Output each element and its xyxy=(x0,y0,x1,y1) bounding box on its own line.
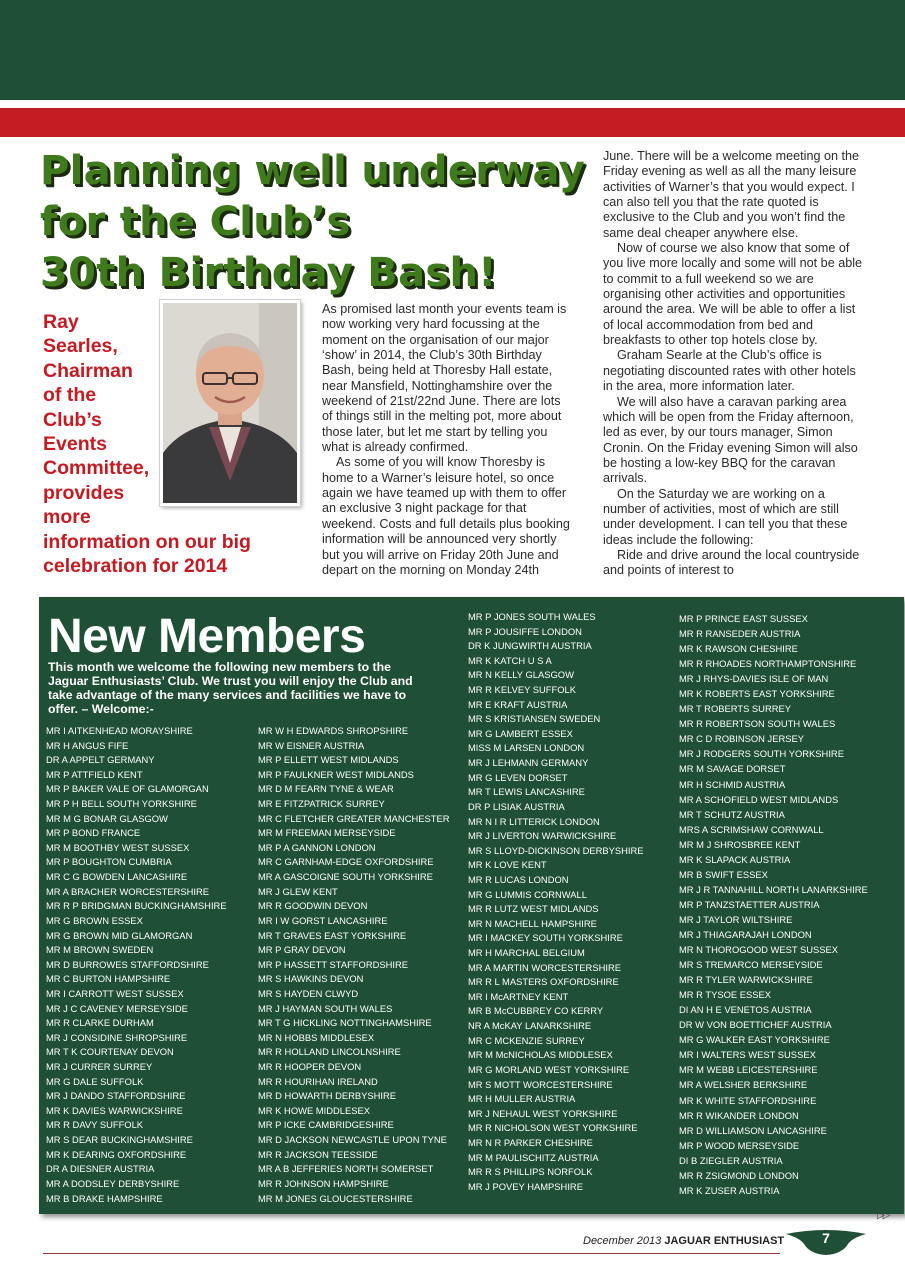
member-entry: MR J POVEY HAMPSHIRE xyxy=(468,1180,583,1192)
member-entry: MR J RODGERS SOUTH YORKSHIRE xyxy=(679,748,844,760)
member-entry: DR P LISIAK AUSTRIA xyxy=(468,800,565,812)
member-entry: MR A MARTIN WORCESTERSHIRE xyxy=(468,961,621,973)
members-column-3 xyxy=(468,610,644,1194)
member-entry: MR M JONES GLOUCESTERSHIRE xyxy=(258,1192,413,1204)
member-entry: MR S TREMARCO MERSEYSIDE xyxy=(679,959,823,971)
member-entry: MR T GRAVES EAST YORKSHIRE xyxy=(258,929,407,941)
member-entry: MR G BROWN ESSEX xyxy=(46,914,143,926)
member-entry: MR K WHITE STAFFORDSHIRE xyxy=(679,1094,817,1106)
footer-date: December 2013 xyxy=(583,1235,662,1247)
standfirst-line: Committee, xyxy=(43,457,150,480)
member-entry: DR W VON BOETTICHEF AUSTRIA xyxy=(679,1019,832,1031)
standfirst-line: provides xyxy=(43,481,125,504)
member-entry: MR D BURROWES STAFFORDSHIRE xyxy=(46,958,209,970)
member-entry: MR S KRISTIANSEN SWEDEN xyxy=(468,713,601,725)
continue-arrow-icon: ▷▷ xyxy=(877,1210,889,1221)
member-entry: MR R HOLLAND LINCOLNSHIRE xyxy=(258,1046,401,1058)
member-entry: MR N HOBBS MIDDLESEX xyxy=(258,1031,375,1043)
member-entry: MR E KRAFT AUSTRIA xyxy=(468,698,568,710)
member-entry: MR J R TANNAHILL NORTH LANARKSHIRE xyxy=(679,883,868,895)
member-entry: DR A DIESNER AUSTRIA xyxy=(46,1163,155,1175)
member-entry: MR D M FEARN TYNE & WEAR xyxy=(258,783,394,795)
member-entry: MR R TYLER WARWICKSHIRE xyxy=(679,974,813,986)
member-entry: MR C MCKENZIE SURREY xyxy=(468,1034,585,1046)
member-entry: MR J CURRER SURREY xyxy=(46,1061,153,1073)
member-entry: MISS M LARSEN LONDON xyxy=(468,742,585,754)
member-entry: MR P TANZSTAETTER AUSTRIA xyxy=(679,898,820,910)
standfirst-line: Events xyxy=(43,433,107,456)
page-number: 7 xyxy=(822,1230,830,1246)
members-column-1 xyxy=(46,724,227,1206)
member-entry: MR J CONSIDINE SHROPSHIRE xyxy=(46,1031,188,1043)
member-entry: MR M PAULISCHITZ AUSTRIA xyxy=(468,1151,599,1163)
member-entry: MR R LUCAS LONDON xyxy=(468,873,569,885)
header-white-stripe xyxy=(0,100,905,108)
member-entry: MR G WALKER EAST YORKSHIRE xyxy=(679,1034,830,1046)
member-entry: MR T LEWIS LANCASHIRE xyxy=(468,786,585,798)
standfirst-line: of the xyxy=(43,384,97,407)
new-members-intro: This month we welcome the following new members to the Jaguar Enthusiasts’ Club. We trust you will enjoy the Club and take advantage of the many services and facilities we have to offer. – Welcome:- xyxy=(48,660,413,716)
member-entry: MR S HAYDEN CLWYD xyxy=(258,987,359,999)
footer-magazine: JAGUAR ENTHUSIAST xyxy=(664,1235,785,1247)
headline-line-1: Planning well underway xyxy=(40,148,585,194)
standfirst-line: information on our big xyxy=(43,530,251,553)
member-entry: MR D HOWARTH DERBYSHIRE xyxy=(258,1090,397,1102)
member-entry: MR E FITZPATRICK SURREY xyxy=(258,798,385,810)
member-entry: MR R GOODWIN DEVON xyxy=(258,900,368,912)
member-entry: MR G BROWN MID GLAMORGAN xyxy=(46,929,193,941)
member-entry: DR A APPELT GERMANY xyxy=(46,754,155,766)
member-entry: MR I McARTNEY KENT xyxy=(468,990,569,1002)
member-entry: MR R RANSEDER AUSTRIA xyxy=(679,628,801,640)
member-entry: MR N MACHELL HAMPSHIRE xyxy=(468,917,597,929)
article-paragraph: Graham Searle at the Club’s office is negotiating discounted rates with other hotels in the area, more information later. xyxy=(603,348,856,394)
member-entry: MR P BOUGHTON CUMBRIA xyxy=(46,856,172,868)
member-entry: MR C D ROBINSON JERSEY xyxy=(679,733,805,745)
member-entry: MR R LUTZ WEST MIDLANDS xyxy=(468,903,599,915)
member-entry: MR G LEVEN DORSET xyxy=(468,771,568,783)
member-entry: MR P A GANNON LONDON xyxy=(258,841,376,853)
member-entry: MR M McNICHOLAS MIDDLESEX xyxy=(468,1049,613,1061)
member-entry: MR P ATTFIELD KENT xyxy=(46,768,143,780)
member-entry: MR P PRINCE EAST SUSSEX xyxy=(679,613,808,624)
member-entry: MR I MACKEY SOUTH YORKSHIRE xyxy=(468,932,623,944)
member-entry: MR G MORLAND WEST YORKSHIRE xyxy=(468,1063,630,1075)
member-entry: MR A B JEFFERIES NORTH SOMERSET xyxy=(258,1163,434,1175)
member-entry: MR J TAYLOR WILTSHIRE xyxy=(679,913,793,925)
member-entry: MR T SCHUTZ AUSTRIA xyxy=(679,808,785,820)
member-entry: MR H MULLER AUSTRIA xyxy=(468,1093,576,1105)
article-paragraph: June. There will be a welcome meeting on the Friday evening as well as all the many leisure activities of Warner’s that you would expect. I can also tell you that the rate quoted is exclusive to the Club and you won’t find the same deal cheaper anywhere else. xyxy=(603,149,859,240)
portrait-photo xyxy=(160,300,300,506)
member-entry: MR S LLOYD-DICKINSON DERBYSHIRE xyxy=(468,844,644,856)
article-paragraph: As promised last month your events team is now working very hard focussing at the moment on the organisation of our major ‘show’ in 2014, the Club’s 30th Birthday Bash, being held at Thoresby Hall estate, near Mansfield, Nottinghamshire over the weekend of 21st/22nd June. There are lots of things still in the melting pot, more about those later, but let me start by telling you what is already confirmed. xyxy=(322,302,567,455)
member-entry: MR R TYSOE ESSEX xyxy=(679,989,772,1001)
member-entry: MR P H BELL SOUTH YORKSHIRE xyxy=(46,798,197,810)
member-entry: MR P JONES SOUTH WALES xyxy=(468,611,596,622)
member-entry: MR I WALTERS WEST SUSSEX xyxy=(679,1049,816,1061)
member-entry: MR P FAULKNER WEST MIDLANDS xyxy=(258,768,414,780)
member-entry: MR P ICKE CAMBRIDGESHIRE xyxy=(258,1119,394,1131)
member-entry: MR P GRAY DEVON xyxy=(258,944,346,956)
header-red-band xyxy=(0,108,905,137)
member-entry: MR R RHOADES NORTHAMPTONSHIRE xyxy=(679,658,857,670)
member-entry: MR R JACKSON TEESSIDE xyxy=(258,1148,378,1160)
member-entry: MR M WEBB LEICESTERSHIRE xyxy=(679,1064,818,1076)
member-entry: MR A GASCOIGNE SOUTH YORKSHIRE xyxy=(258,871,433,883)
member-entry: MR S HAWKINS DEVON xyxy=(258,973,364,985)
members-column-4 xyxy=(679,611,868,1198)
member-entry: DR K JUNGWIRTH AUSTRIA xyxy=(468,640,592,652)
member-entry: MR N I R LITTERICK LONDON xyxy=(468,815,600,827)
article-column-2 xyxy=(603,149,865,579)
member-entry: MR A WELSHER BERKSHIRE xyxy=(679,1079,808,1091)
member-entry: MR J C CAVENEY MERSEYSIDE xyxy=(46,1002,188,1014)
member-entry: MR D JACKSON NEWCASTLE UPON TYNE xyxy=(258,1134,447,1146)
standfirst-line: Club’s xyxy=(43,408,102,431)
member-entry: MR K ZUSER AUSTRIA xyxy=(679,1184,780,1196)
member-entry: MR C GARNHAM-EDGE OXFORDSHIRE xyxy=(258,856,434,868)
member-entry: MR R HOOPER DEVON xyxy=(258,1061,362,1073)
member-entry: MR R NICHOLSON WEST YORKSHIRE xyxy=(468,1122,638,1134)
footer-rule xyxy=(43,1253,780,1254)
member-entry: MR R CLARKE DURHAM xyxy=(46,1017,154,1029)
member-entry: MR R WIKANDER LONDON xyxy=(679,1109,799,1121)
standfirst-line: celebration for 2014 xyxy=(43,555,228,578)
article-paragraph: As some of you will know Thoresby is home to a Warner’s leisure hotel, so once again we have teamed up with them to offer an exclusive 3 night package for that weekend. Costs and full details plus booking information will be announced very shortly but you will arrive on Friday 20th June and depart on the morning on Monday 24th xyxy=(322,455,570,577)
member-entry: MR J DANDO STAFFORDSHIRE xyxy=(46,1090,186,1102)
member-entry: MR H SCHMID AUSTRIA xyxy=(679,778,786,790)
article-paragraph: Now of course we also know that some of you live more locally and some will not be able to commit to a full weekend so we are organising other activities and opportunities around the area. We will be able to offer a list of local accommodation from bed and breakfasts to other top hotels close by. xyxy=(603,241,863,348)
member-entry: MR I AITKENHEAD MORAYSHIRE xyxy=(46,725,193,736)
member-entry: NR A McKAY LANARKSHIRE xyxy=(468,1020,592,1032)
headline-line-2: for the Club’s xyxy=(40,199,351,245)
standfirst-line: Chairman xyxy=(43,359,133,382)
member-entry: MR B SWIFT ESSEX xyxy=(679,868,768,880)
member-entry: MR D WILLIAMSON LANCASHIRE xyxy=(679,1124,827,1136)
member-entry: MR C FLETCHER GREATER MANCHESTER xyxy=(258,812,450,824)
member-entry: MR I CARROTT WEST SUSSEX xyxy=(46,987,184,999)
member-entry: MR P HASSETT STAFFORDSHIRE xyxy=(258,958,409,970)
member-entry: MR A BRACHER WORCESTERSHIRE xyxy=(46,885,210,897)
member-entry: MR T K COURTENAY DEVON xyxy=(46,1046,174,1058)
member-entry: MRS A SCRIMSHAW CORNWALL xyxy=(679,823,824,835)
member-entry: MR P BOND FRANCE xyxy=(46,827,141,839)
header-green-band xyxy=(0,0,905,100)
member-entry: MR M G BONAR GLASGOW xyxy=(46,812,168,824)
member-entry: MR K KATCH U S A xyxy=(468,654,552,666)
article-paragraph: We will also have a caravan parking area which will be open from the Friday afternoon, led as ever, by our tours manager, Simon Cronin. On the Friday evening Simon will also be hosting a low-key BBQ for the caravan arrivals. xyxy=(603,394,858,486)
member-entry: MR J THIAGARAJAH LONDON xyxy=(679,928,812,940)
member-entry: MR J LEHMANN GERMANY xyxy=(468,757,589,769)
member-entry: MR R ZSIGMOND LONDON xyxy=(679,1169,799,1181)
member-entry: MR S MOTT WORCESTERSHIRE xyxy=(468,1078,613,1090)
member-entry: MR P ELLETT WEST MIDLANDS xyxy=(258,754,399,766)
article-column-1 xyxy=(322,302,572,578)
member-entry: MR N THOROGOOD WEST SUSSEX xyxy=(679,944,839,956)
footer-credit xyxy=(583,1235,784,1247)
member-entry: MR T G HICKLING NOTTINGHAMSHIRE xyxy=(258,1017,432,1029)
member-entry: MR R L MASTERS OXFORDSHIRE xyxy=(468,976,619,988)
member-entry: MR N R PARKER CHESHIRE xyxy=(468,1136,593,1148)
member-entry: MR J GLEW KENT xyxy=(258,885,338,897)
article-headline xyxy=(40,146,600,299)
member-entry: MR K SLAPACK AUSTRIA xyxy=(679,853,791,865)
member-entry: MR G DALE SUFFOLK xyxy=(46,1075,144,1087)
member-entry: MR N KELLY GLASGOW xyxy=(468,669,574,681)
member-entry: MR H MARCHAL BELGIUM xyxy=(468,947,585,959)
member-entry: MR K RAWSON CHESHIRE xyxy=(679,643,798,655)
member-entry: MR C G BOWDEN LANCASHIRE xyxy=(46,871,188,883)
member-entry: MR B DRAKE HAMPSHIRE xyxy=(46,1192,163,1204)
member-entry: MR J RHYS-DAVIES ISLE OF MAN xyxy=(679,673,829,685)
member-entry: MR C BURTON HAMPSHIRE xyxy=(46,973,171,985)
member-entry: MR A SCHOFIELD WEST MIDLANDS xyxy=(679,793,839,805)
standfirst-line: more xyxy=(43,506,91,529)
member-entry: MR R KELVEY SUFFOLK xyxy=(468,684,577,696)
member-entry: MR K DAVIES WARWICKSHIRE xyxy=(46,1104,183,1116)
headline-line-3: 30th Birthday Bash! xyxy=(40,250,497,296)
member-entry: MR T ROBERTS SURREY xyxy=(679,703,792,715)
member-entry: MR P JOUSIFFE LONDON xyxy=(468,625,582,637)
member-entry: MR R JOHNSON HAMPSHIRE xyxy=(258,1177,389,1189)
standfirst-line: Ray xyxy=(43,311,79,333)
member-entry: MR R HOURIHAN IRELAND xyxy=(258,1075,378,1087)
new-members-title: New Members xyxy=(48,610,366,663)
member-entry: MR G LUMMIS CORNWALL xyxy=(468,888,587,900)
member-entry: MR M FREEMAN MERSEYSIDE xyxy=(258,827,396,839)
member-entry: MR M J SHROSBREE KENT xyxy=(679,838,801,850)
member-entry: MR W EISNER AUSTRIA xyxy=(258,739,365,751)
member-entry: MR K LOVE KENT xyxy=(468,859,547,871)
member-entry: MR R DAVY SUFFOLK xyxy=(46,1119,144,1131)
member-entry: DI B ZIEGLER AUSTRIA xyxy=(679,1154,783,1166)
member-entry: MR R P BRIDGMAN BUCKINGHAMSHIRE xyxy=(46,900,227,912)
member-entry: MR B McCUBBREY CO KERRY xyxy=(468,1005,604,1017)
member-entry: MR M BOOTHBY WEST SUSSEX xyxy=(46,841,190,853)
member-entry: MR P BAKER VALE OF GLAMORGAN xyxy=(46,783,209,795)
member-entry: MR G LAMBERT ESSEX xyxy=(468,727,573,739)
members-column-2 xyxy=(258,724,450,1206)
member-entry: MR K DEARING OXFORDSHIRE xyxy=(46,1148,187,1160)
member-entry: MR M BROWN SWEDEN xyxy=(46,944,154,956)
portrait-illustration xyxy=(163,303,297,503)
member-entry: MR R ROBERTSON SOUTH WALES xyxy=(679,718,836,730)
member-entry: MR A DODSLEY DERBYSHIRE xyxy=(46,1177,180,1189)
member-entry: MR P WOOD MERSEYSIDE xyxy=(679,1139,800,1151)
member-entry: MR J HAYMAN SOUTH WALES xyxy=(258,1002,393,1014)
member-entry: MR K HOWE MIDDLESEX xyxy=(258,1104,370,1116)
member-entry: MR W H EDWARDS SHROPSHIRE xyxy=(258,725,409,736)
member-entry: MR M SAVAGE DORSET xyxy=(679,763,786,775)
article-paragraph: On the Saturday we are working on a number of activities, most of which are still under development. I can tell you that these ideas include the following: xyxy=(603,486,848,547)
member-entry: DI AN H E VENETOS AUSTRIA xyxy=(679,1004,812,1016)
member-entry: MR I W GORST LANCASHIRE xyxy=(258,914,388,926)
member-entry: MR J NEHAUL WEST YORKSHIRE xyxy=(468,1107,618,1119)
member-entry: MR R S PHILLIPS NORFOLK xyxy=(468,1166,593,1178)
member-entry: MR S DEAR BUCKINGHAMSHIRE xyxy=(46,1134,193,1146)
article-paragraph: Ride and drive around the local countryside and points of interest to xyxy=(603,547,860,578)
member-entry: MR H ANGUS FIFE xyxy=(46,739,129,751)
member-entry: MR J LIVERTON WARWICKSHIRE xyxy=(468,830,617,842)
member-entry: MR K ROBERTS EAST YORKSHIRE xyxy=(679,688,835,700)
standfirst-line: Searles, xyxy=(43,335,118,358)
